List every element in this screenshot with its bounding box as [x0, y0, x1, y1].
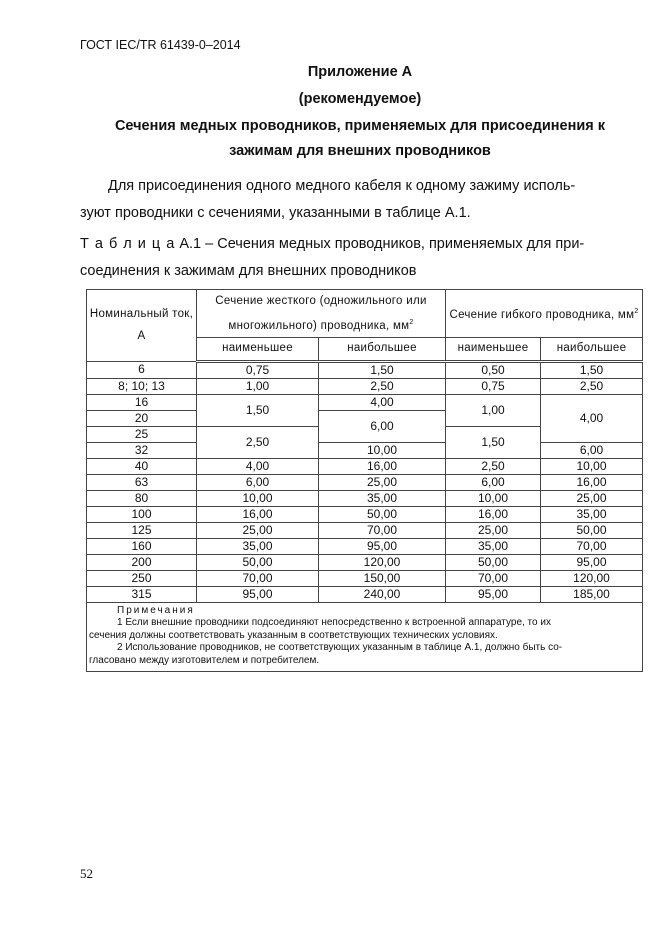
table-cell: 10,00: [197, 490, 319, 506]
table-cell: 50,00: [319, 506, 446, 522]
conductor-table-wrap: [86, 289, 646, 672]
conductor-table: [86, 289, 643, 672]
table-row: [87, 570, 643, 586]
table-cell: 6,00: [446, 474, 541, 490]
page-number: 52: [80, 866, 93, 881]
table-cell: 120,00: [541, 570, 643, 586]
table-cell: 35,00: [319, 490, 446, 506]
table-caption: [80, 231, 635, 285]
table-cell: 40: [87, 458, 197, 474]
table-row: [87, 458, 643, 474]
intro-line1: Для присоединения одного медного кабеля к одному зажиму исполь-: [108, 178, 576, 194]
table-cell: 200: [87, 554, 197, 570]
header-flex-max: наибольшее: [541, 337, 643, 361]
note-2-cont: гласовано между изготовителем и потребителем.: [89, 654, 320, 666]
table-cell: 95,00: [319, 538, 446, 554]
table-cell: 240,00: [319, 586, 446, 602]
table-cell: 16,00: [319, 458, 446, 474]
header-rigid-max: наибольшее: [319, 337, 446, 361]
caption-line2: соединения к зажимам для внешних проводников: [80, 263, 417, 279]
table-cell: 35,00: [446, 538, 541, 554]
table-cell: 16,00: [446, 506, 541, 522]
table-cell: 95,00: [446, 586, 541, 602]
table-row: [87, 586, 643, 602]
table-row: [87, 554, 643, 570]
table-cell: 25,00: [541, 490, 643, 506]
table-cell: 16: [87, 394, 197, 410]
table-cell: 1,00: [446, 394, 541, 426]
table-cell: 70,00: [446, 570, 541, 586]
table-cell: 160: [87, 538, 197, 554]
table-cell: 32: [87, 442, 197, 458]
table-cell: 315: [87, 586, 197, 602]
table-cell: 125: [87, 522, 197, 538]
table-cell: 8; 10; 13: [87, 378, 197, 394]
table-cell: 70,00: [319, 522, 446, 538]
table-row: [87, 361, 643, 378]
note-2: 2 Использование проводников, не соответствующих указанным в таблице А.1, должно быть со-: [117, 642, 563, 654]
table-cell: 95,00: [197, 586, 319, 602]
header-current: Номинальный ток, А: [87, 290, 197, 362]
caption-line1: А.1 – Сечения медных проводников, применяемых для при-: [179, 236, 585, 252]
appendix-label: Приложение А: [307, 64, 413, 80]
table-cell: 25: [87, 426, 197, 442]
table-cell: 2,50: [197, 426, 319, 458]
table-cell: 70,00: [541, 538, 643, 554]
table-cell: 4,00: [197, 458, 319, 474]
table-cell: 25,00: [319, 474, 446, 490]
note-1: 1 Если внешние проводники подсоединяют непосредственно к встроенной аппаратуре, то их: [117, 617, 551, 629]
table-cell: 2,50: [319, 378, 446, 394]
table-row: [87, 394, 643, 410]
table-row: [87, 490, 643, 506]
appendix-title-line1: Сечения медных проводников, применяемых для присоединения к: [114, 118, 606, 134]
table-cell: 16,00: [197, 506, 319, 522]
appendix-title-line2: зажимам для внешних проводников: [229, 143, 491, 159]
intro-line2: зуют проводники с сечениями, указанными в таблице А.1.: [80, 205, 471, 221]
table-cell: 6,00: [541, 442, 643, 458]
table-cell: 1,50: [319, 361, 446, 378]
table-row: [87, 378, 643, 394]
table-cell: 1,50: [446, 426, 541, 458]
appendix-status: (рекомендуемое): [298, 91, 422, 107]
table-cell: 63: [87, 474, 197, 490]
table-cell: 250: [87, 570, 197, 586]
table-cell: 100: [87, 506, 197, 522]
table-cell: 6,00: [197, 474, 319, 490]
table-cell: 0,50: [446, 361, 541, 378]
table-row: [87, 522, 643, 538]
table-cell: 50,00: [446, 554, 541, 570]
table-cell: 0,75: [197, 361, 319, 378]
header-rigid: Сечение жесткого (одножильного или многожильного) проводника, $мм^2$: [197, 290, 446, 338]
table-cell: 6,00: [319, 410, 446, 442]
table-cell: 25,00: [446, 522, 541, 538]
table-cell: 4,00: [319, 394, 446, 410]
table-cell: 0,75: [446, 378, 541, 394]
table-row: [87, 506, 643, 522]
table-cell: 35,00: [197, 538, 319, 554]
header-flex: Сечение гибкого проводника, $мм^2$: [446, 290, 643, 338]
table-cell: 4,00: [541, 394, 643, 442]
table-cell: 120,00: [319, 554, 446, 570]
document-code: ГОСТ IEC/TR 61439-0–2014: [80, 38, 241, 52]
table-cell: 35,00: [541, 506, 643, 522]
table-cell: 10,00: [446, 490, 541, 506]
notes-title: Примечания: [117, 604, 195, 616]
table-cell: 20: [87, 410, 197, 426]
caption-prefix: Т а б л и ц а: [80, 236, 176, 252]
table-cell: 80: [87, 490, 197, 506]
table-cell: 10,00: [319, 442, 446, 458]
table-cell: 25,00: [197, 522, 319, 538]
table-cell: 185,00: [541, 586, 643, 602]
table-cell: 2,50: [446, 458, 541, 474]
table-cell: 150,00: [319, 570, 446, 586]
table-row: [87, 538, 643, 554]
table-cell: 1,00: [197, 378, 319, 394]
table-row: [87, 442, 643, 458]
intro-paragraph: [80, 173, 635, 227]
table-notes: [87, 602, 643, 672]
table-row: [87, 474, 643, 490]
header-rigid-min: наименьшее: [197, 337, 319, 361]
table-cell: 50,00: [541, 522, 643, 538]
table-cell: 6: [87, 361, 197, 378]
table-cell: 70,00: [197, 570, 319, 586]
table-cell: 2,50: [541, 378, 643, 394]
table-cell: 10,00: [541, 458, 643, 474]
table-cell: 1,50: [197, 394, 319, 426]
table-cell: 95,00: [541, 554, 643, 570]
note-1-cont: сечения должны соответствовать указанным в соответствующих технических условиях.: [89, 629, 498, 641]
header-flex-min: наименьшее: [446, 337, 541, 361]
table-cell: 1,50: [541, 361, 643, 378]
table-cell: 50,00: [197, 554, 319, 570]
table-cell: 16,00: [541, 474, 643, 490]
